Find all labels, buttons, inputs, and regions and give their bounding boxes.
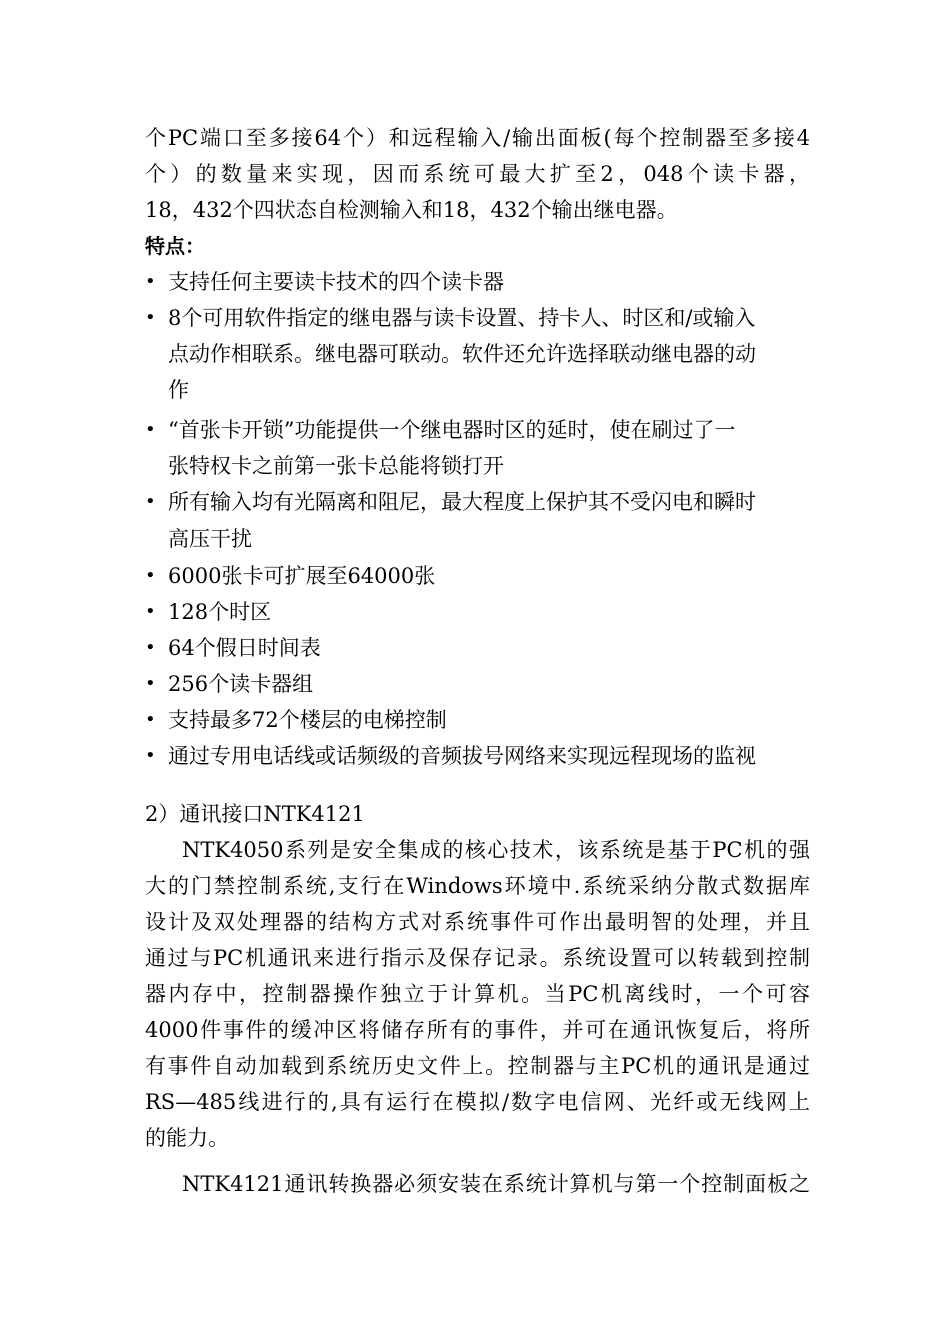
feature-10-line-1: 通过专用电话线或话频级的音频拔号网络来实现远程现场的监视 (168, 744, 756, 768)
feature-2-line-1: 8个可用软件指定的继电器与读卡设置、持卡人、时区和/或输入 (168, 306, 756, 330)
bullet-7: • (145, 637, 156, 658)
feature-2-line-3: 作 (168, 378, 189, 402)
bullet-2: • (145, 307, 156, 328)
feature-4-line-1: 所有输入均有光隔离和阻尼，最大程度上保护其不受闪电和瞬时 (168, 490, 756, 514)
feature-8-line-1: 256个读卡器组 (168, 672, 314, 696)
section-2-para1-line-6: 4000件事件的缓冲区将储存所有的事件，并可在通讯恢复后，将所 (145, 1018, 810, 1042)
intro-line-2: 个）的数量来实现，因而系统可最大扩至2，048个读卡器， (145, 162, 810, 186)
bullet-8: • (145, 673, 156, 694)
section-2-para1-line-8: RS—485线进行的,具有运行在模拟/数字电信网、光纤或无线网上 (145, 1090, 810, 1114)
section-2-para1-line-2: 大的门禁控制系统,支行在Windows环境中.系统采纳分散式数据库 (145, 874, 810, 898)
feature-4-line-2: 高压干扰 (168, 527, 252, 551)
section-2-para1-line-9: 的能力。 (145, 1126, 229, 1150)
bullet-3: • (145, 419, 156, 440)
bullet-5: • (145, 565, 156, 586)
feature-7-line-1: 64个假日时间表 (168, 636, 321, 660)
features-heading: 特点： (145, 234, 205, 258)
section-2-para1-line-5: 器内存中，控制器操作独立于计算机。当PC机离线时，一个可容 (145, 982, 810, 1006)
bullet-4: • (145, 491, 156, 512)
section-2-para1-line-1: NTK4050系列是安全集成的核心技术，该系统是基于PC机的强 (182, 838, 810, 862)
section-2-para1-line-7: 有事件自动加载到系统历史文件上。控制器与主PC机的通讯是通过 (145, 1054, 810, 1078)
feature-1-line-1: 支持任何主要读卡技术的四个读卡器 (168, 270, 504, 294)
feature-2-line-2: 点动作相联系。继电器可联动。软件还允许选择联动继电器的动 (168, 342, 756, 366)
feature-3-line-1: “首张卡开锁”功能提供一个继电器时区的延时，使在刷过了一 (168, 418, 736, 442)
bullet-6: • (145, 601, 156, 622)
bullet-1: • (145, 271, 156, 292)
feature-6-line-1: 128个时区 (168, 600, 272, 624)
section-2-para1-line-3: 设计及双处理器的结构方式对系统事件可作出最明智的处理，并且 (145, 910, 810, 934)
feature-5-line-1: 6000张卡可扩展至64000张 (168, 564, 436, 588)
section-2-para1-line-4: 通过与PC机通讯来进行指示及保存记录。系统设置可以转载到控制 (145, 946, 810, 970)
intro-line-1: 个PC端口至多接64个）和远程输入/输出面板(每个控制器至多接4 (145, 126, 810, 150)
bullet-10: • (145, 745, 156, 766)
intro-line-3: 18，432个四状态自检测输入和18，432个输出继电器。 (145, 198, 678, 222)
section-2-title: 2）通讯接口NTK4121 (145, 802, 365, 826)
feature-3-line-2: 张特权卡之前第一张卡总能将锁打开 (168, 454, 504, 478)
feature-9-line-1: 支持最多72个楼层的电梯控制 (168, 708, 447, 732)
section-2-para2-line-1: NTK4121通讯转换器必须安装在系统计算机与第一个控制面板之 (182, 1172, 810, 1196)
bullet-9: • (145, 709, 156, 730)
